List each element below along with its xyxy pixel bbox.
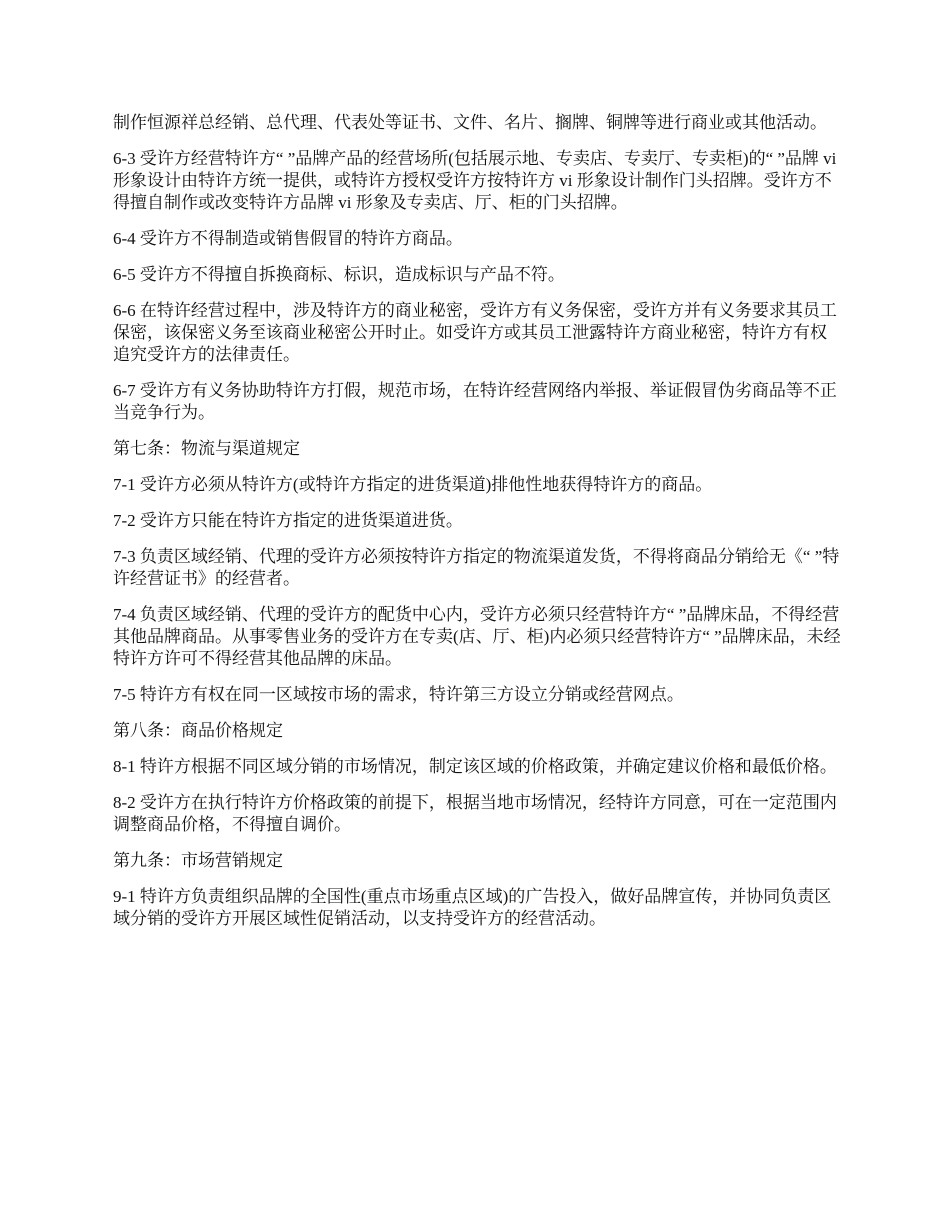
clause-7-3: 7-3 负责区域经销、代理的受许方必须按特许方指定的物流渠道发货，不得将商品分销给无《“ ”特许经营证书》的经营者。 <box>113 547 840 588</box>
section-heading-7: 第七条：物流与渠道规定 <box>113 439 300 458</box>
clause-7-5: 7-5 特许方有权在同一区域按市场的需求，特许第三方设立分销或经营网点。 <box>113 685 684 704</box>
clause-6-7: 6-7 受许方有义务协助特许方打假，规范市场，在特许经营网络内举报、举证假冒伪劣商品等不正当竞争行为。 <box>113 381 837 422</box>
clause-6-6: 6-6 在特许经营过程中，涉及特许方的商业秘密，受许方有义务保密，受许方并有义务要求其员工保密，该保密义务至该商业秘密公开时止。如受许方或其员工泄露特许方商业秘密，特许方有权追究受许方的法律责任。 <box>113 301 837 364</box>
clause-9-1: 9-1 特许方负责组织品牌的全国性(重点市场重点区域)的广告投入，做好品牌宣传，并协同负责区域分销的受许方开展区域性促销活动，以支持受许方的经营活动。 <box>113 887 832 928</box>
clause-8-1: 8-1 特许方根据不同区域分销的市场情况，制定该区域的价格政策，并确定建议价格和最低价格。 <box>113 757 837 776</box>
section-heading-9: 第九条：市场营销规定 <box>113 851 283 870</box>
clause-7-1: 7-1 受许方必须从特许方(或特许方指定的进货渠道)排他性地获得特许方的商品。 <box>113 475 713 494</box>
paragraph-intro: 制作恒源祥总经销、总代理、代表处等证书、文件、名片、搁牌、铜牌等进行商业或其他活动。 <box>113 113 827 132</box>
clause-6-4: 6-4 受许方不得制造或销售假冒的特许方商品。 <box>113 229 463 248</box>
clause-6-5: 6-5 受许方不得擅自拆换商标、标识，造成标识与产品不符。 <box>113 265 565 284</box>
clause-8-2: 8-2 受许方在执行特许方价格政策的前提下，根据当地市场情况，经特许方同意，可在一定范围内调整商品价格，不得擅自调价。 <box>113 793 837 834</box>
clause-7-4: 7-4 负责区域经销、代理的受许方的配货中心内，受许方必须只经营特许方“ ”品牌床品，不得经营其他品牌商品。从事零售业务的受许方在专卖(店、厅、柜)内必须只经营特许方“ ”品牌床品，未经特许方许可不得经营其他品牌的床品。 <box>113 605 841 668</box>
clause-7-2: 7-2 受许方只能在特许方指定的进货渠道进货。 <box>113 511 463 530</box>
clause-6-3: 6-3 受许方经营特许方“ ”品牌产品的经营场所(包括展示地、专卖店、专卖厅、专卖柜)的“ ”品牌 vi 形象设计由特许方统一提供，或特许方授权受许方按特许方 vi 形象设计制作门头招牌。受许方不得擅自制作或改变特许方品牌 vi 形象及专卖店、厅、柜的门头招牌。 <box>113 149 837 212</box>
section-heading-8: 第八条：商品价格规定 <box>113 721 283 740</box>
document-page <box>113 112 841 944</box>
